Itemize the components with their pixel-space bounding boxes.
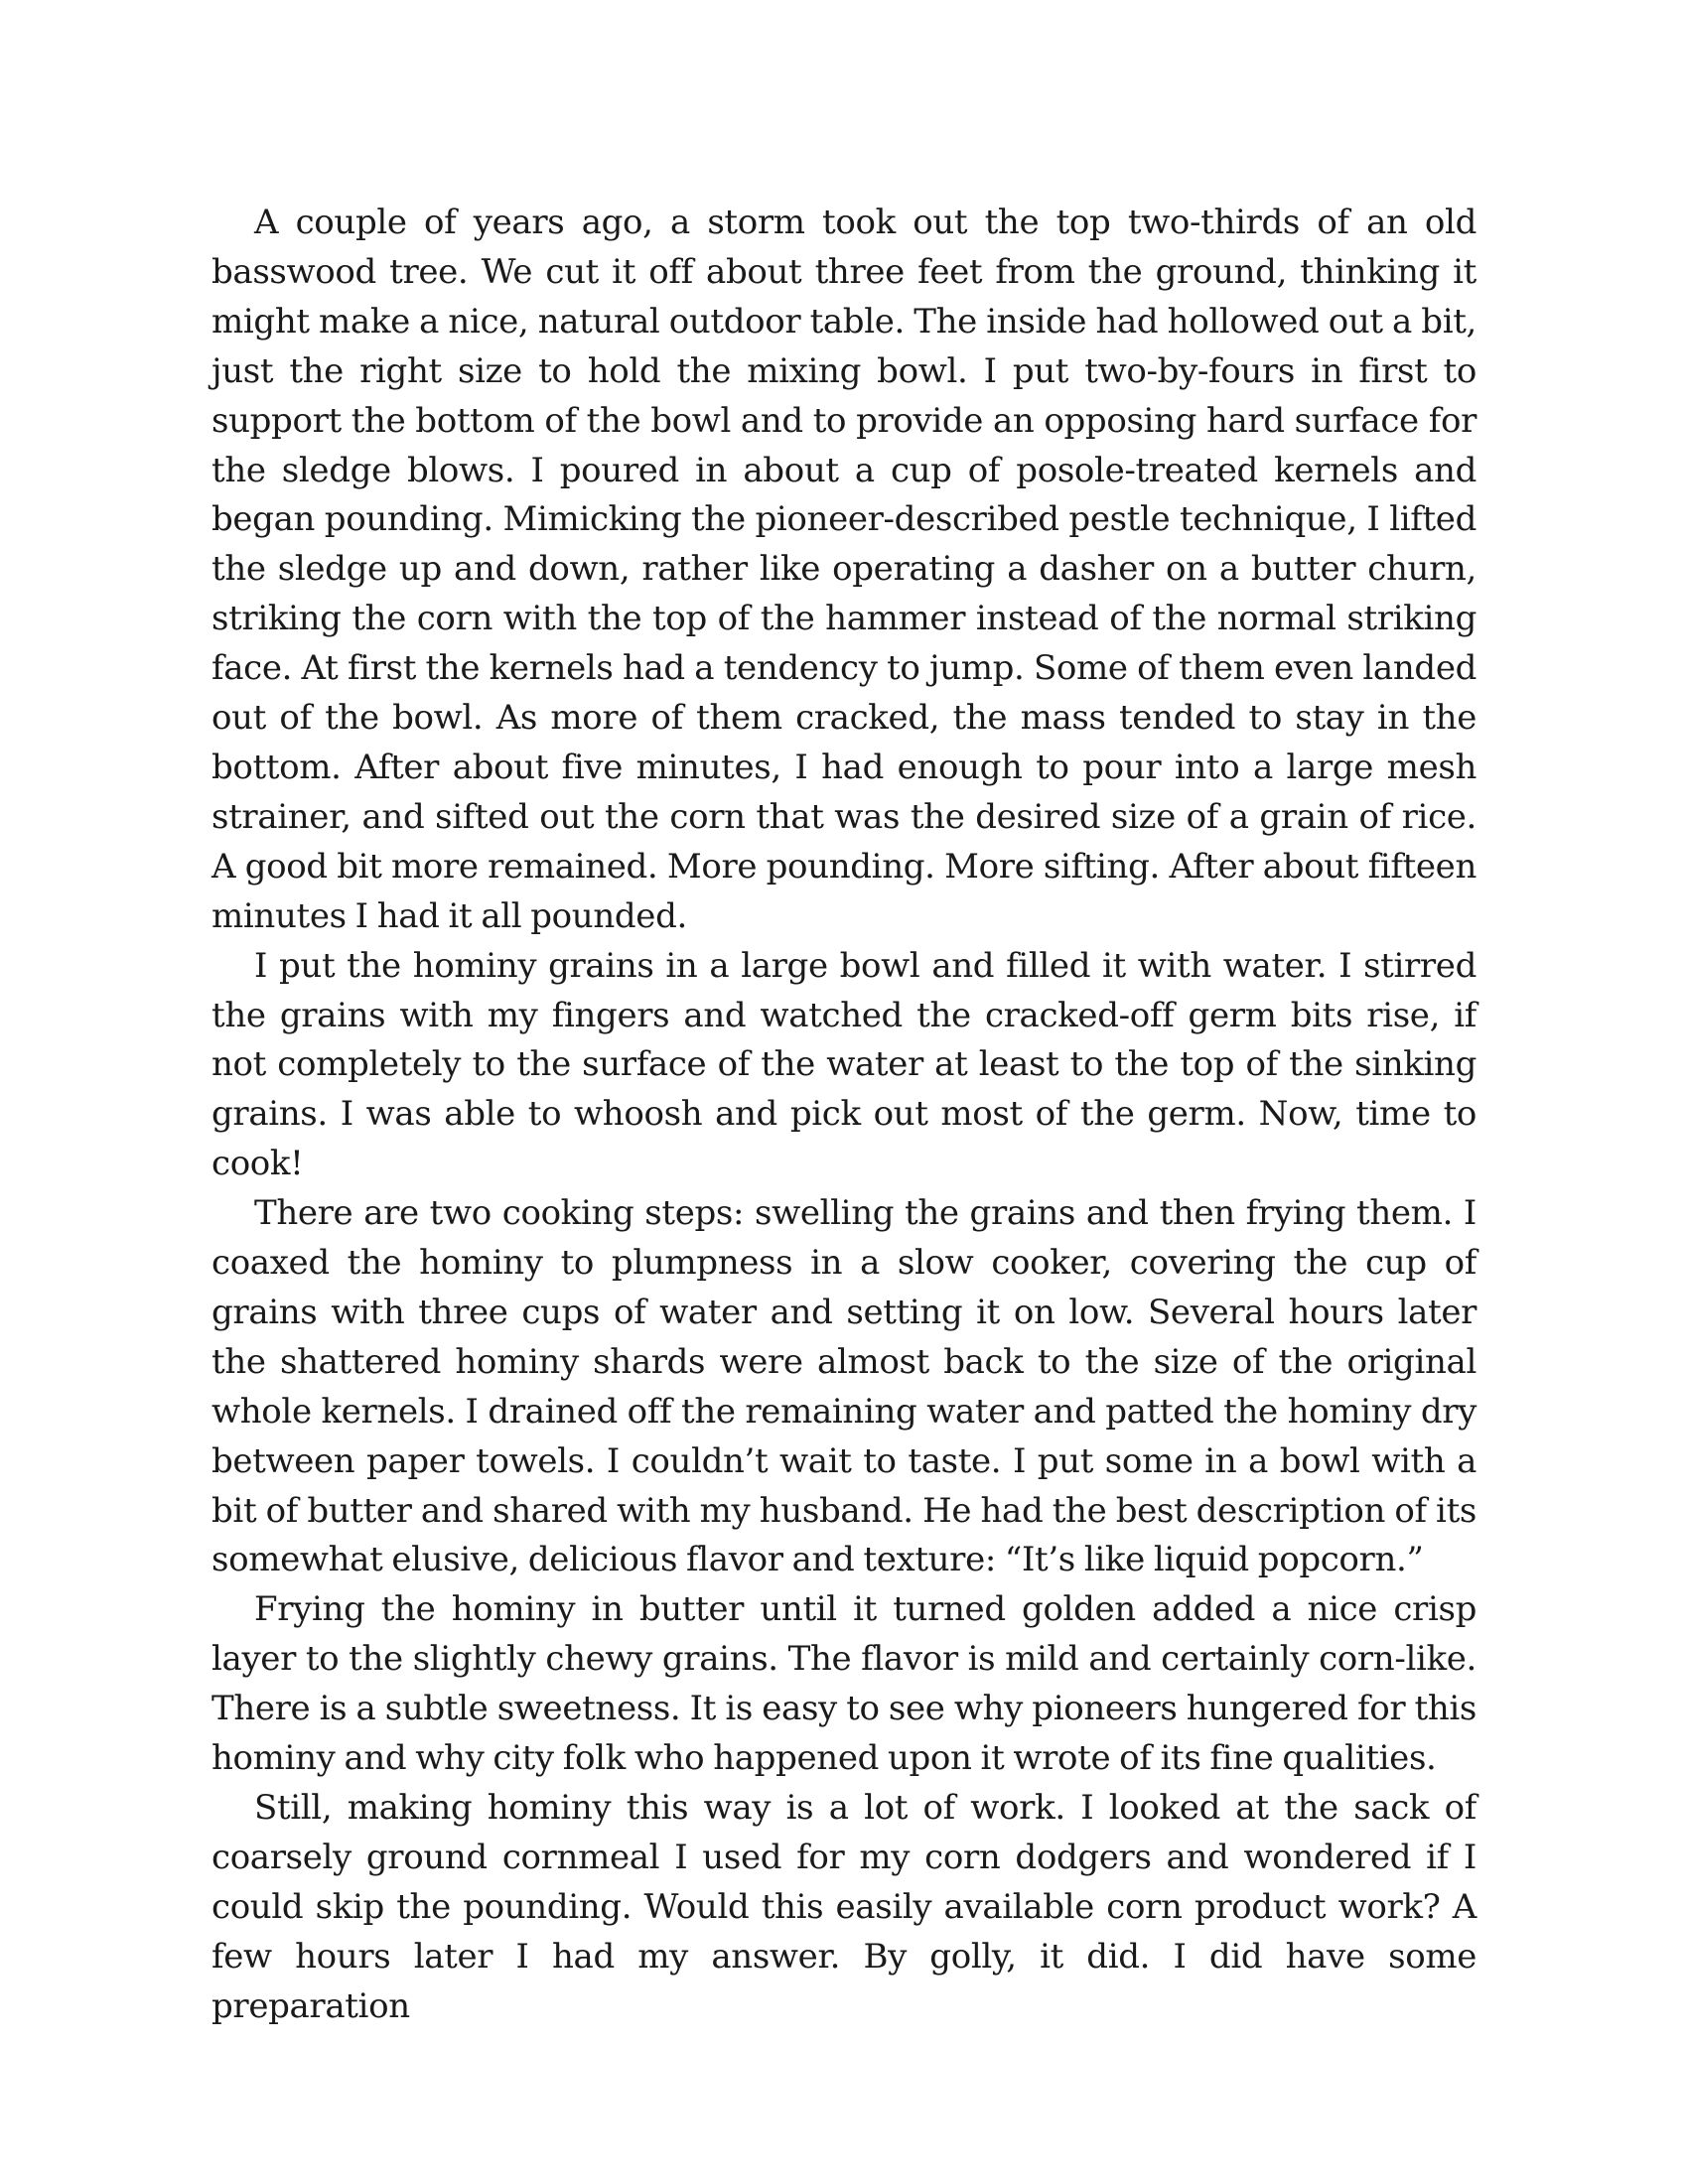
body-text (211, 199, 1477, 2032)
paragraph-cornmeal-shortcut: Still, making hominy this way is a lot of work. I looked at the sack of coarsely ground cornmeal I used for my corn dodgers and wondered if I could skip the pounding. Would this easily available corn product work? A few hours later I had my answer. By golly, it did. I did have some preparation (211, 1788, 1477, 2026)
paragraph-cooking-steps: There are two cooking steps: swelling the grains and then frying them. I coaxed the hominy to plumpness in a slow cooker, covering the cup of grains with three cups of water and setting it on low. Several hours later the shattered hominy shards were almost back to the size of the original whole kernels. I drained off the remaining water and patted the hominy dry between paper towels. I couldn’t wait to taste. I put some in a bowl with a bit of butter and shared with my husband. He had the best description of its somewhat elusive, delicious flavor and texture: “It’s like liquid popcorn.” (211, 1193, 1477, 1580)
paragraph-washing-grains: I put the hominy grains in a large bowl and filled it with water. I stirred the grains with my fingers and watched the cracked-off germ bits rise, if not completely to the surface of the water at least to the top of the sinking grains. I was able to whoosh and pick out most of the germ. Now, time to cook! (211, 945, 1477, 1184)
paragraph-frying-hominy: Frying the hominy in butter until it turned golden added a nice crisp layer to the slightly chewy grains. The flavor is mild and certainly corn-like. There is a subtle sweetness. It is easy to see why pioneers hungered for this hominy and why city folk who happened upon it wrote of its fine qualities. (211, 1589, 1477, 1779)
paragraph-pounding-hominy: A couple of years ago, a storm took out the top two-thirds of an old basswood tree. We cut it off about three feet from the ground, thinking it might make a nice, natural outdoor table. The inside had hollowed out a bit, just the right size to hold the mixing bowl. I put two-by-fours in first to support the bottom of the bowl and to provide an opposing hard surface for the sledge blows. I poured in about a cup of posole-treated kernels and began pounding. Mimicking the pioneer-described pestle technique, I lifted the sledge up and down, rather like operating a dasher on a butter churn, striking the corn with the top of the hammer instead of the normal striking face. At first the kernels had a tendency to jump. Some of them even landed out of the bowl. As more of them cracked, the mass tended to stay in the bottom. After about five minutes, I had enough to pour into a large mesh strainer, and sifted out the corn that was the desired size of a grain of rice. A good bit more remained. More pounding. More sifting. After about fifteen minutes I had it all pounded. (211, 203, 1477, 936)
